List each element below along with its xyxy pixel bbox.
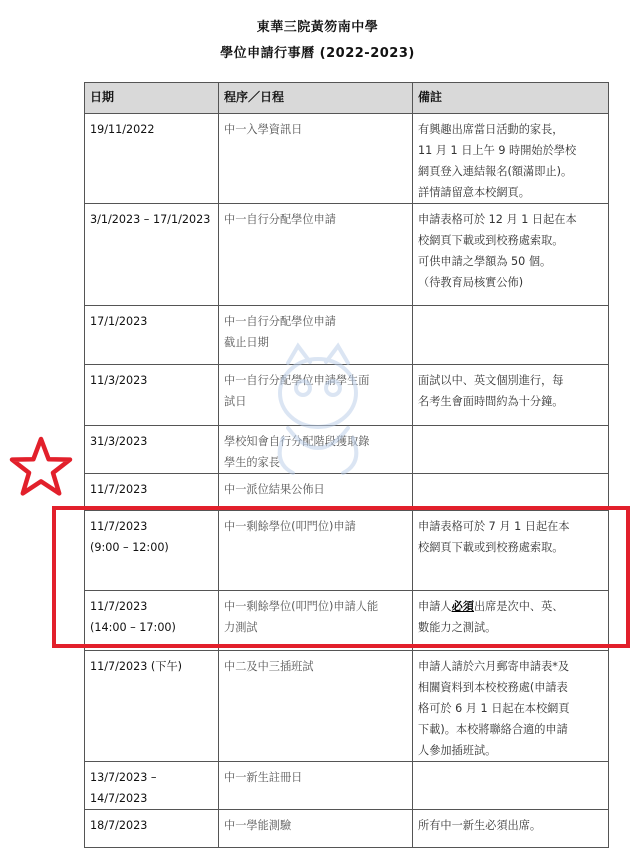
row-event: 中一自行分配學位申請 截止日期: [219, 306, 413, 365]
row-event: 中一剩餘學位(叩門位)申請人能 力測試: [219, 591, 413, 651]
note-text: 申請人: [418, 600, 452, 613]
row-event: 中二及中三插班試: [219, 651, 413, 762]
row-note: 申請表格可於 7 月 1 日起在本 校網頁下載或到校務處索取。: [413, 511, 609, 591]
row-event: 中一新生註冊日: [219, 762, 413, 810]
row-date: 31/3/2023: [85, 426, 219, 474]
row-note: 有興趣出席當日活動的家長， 11 月 1 日上午 9 時開始於學校 網頁登入連結報名(額滿即止)。 詳情請留意本校網頁。: [413, 114, 609, 204]
row-event: 中一剩餘學位(叩門位)申請: [219, 511, 413, 591]
header-date: 日期: [85, 83, 219, 114]
highlight-box: [52, 506, 630, 648]
row-event: 中一學能測驗: [219, 810, 413, 848]
row-date: 11/7/2023 (14:00 – 17:00): [85, 591, 219, 651]
row-event: 中一入學資訊日: [219, 114, 413, 204]
document-title: 東華三院黃笏南中學: [256, 20, 379, 35]
row-event: 中一自行分配學位申請: [219, 204, 413, 306]
must-emphasis: 必須: [451, 600, 474, 613]
table-row: [85, 651, 609, 762]
row-date: 3/1/2023 – 17/1/2023: [85, 204, 219, 306]
row-note: 申請人請於六月郵寄申請表*及 相關資料到本校校務處(申請表 格可於 6 月 1 日起在本校網頁 下載)。本校將聯絡合適的申請 人參加插班試。: [413, 651, 609, 762]
row-note: [413, 474, 609, 511]
row-date: 11/7/2023: [85, 474, 219, 511]
table-row: [85, 762, 609, 810]
header-event: 程序／日程: [219, 83, 413, 114]
row-note: [413, 306, 609, 365]
row-event: 學校知會自行分配階段獲取錄 學生的家長: [219, 426, 413, 474]
table-row: [85, 114, 609, 204]
row-date: 11/7/2023 (下午): [85, 651, 219, 762]
row-date: 11/7/2023 (9:00 – 12:00): [85, 511, 219, 591]
row-event: 中一自行分配學位申請學生面 試日: [219, 365, 413, 426]
document-subtitle: 學位申請行事曆 (2022-2023): [220, 46, 415, 61]
row-date: 13/7/2023 – 14/7/2023: [85, 762, 219, 810]
table-row: [85, 810, 609, 848]
note-text: 出席是次中、英、 數能力之測試。: [418, 600, 564, 634]
row-note: 申請表格可於 12 月 1 日起在本 校網頁下載或到校務處索取。 可供申請之學額為 50 個。 （待教育局核實公佈): [413, 204, 609, 306]
star-icon: [8, 436, 74, 498]
row-date: 18/7/2023: [85, 810, 219, 848]
row-date: 19/11/2022: [85, 114, 219, 204]
table-row: [85, 204, 609, 306]
row-date: 17/1/2023: [85, 306, 219, 365]
row-note: 所有中一新生必須出席。: [413, 810, 609, 848]
row-note: [413, 762, 609, 810]
watermark-mascot-icon: [258, 338, 378, 488]
row-note: [413, 426, 609, 474]
header-note: 備註: [413, 83, 609, 114]
row-event: 中一派位結果公佈日: [219, 474, 413, 511]
row-note: 面試以中、英文個別進行，每 名考生會面時間約為十分鐘。: [413, 365, 609, 426]
table-header-row: [85, 83, 609, 114]
row-date: 11/3/2023: [85, 365, 219, 426]
